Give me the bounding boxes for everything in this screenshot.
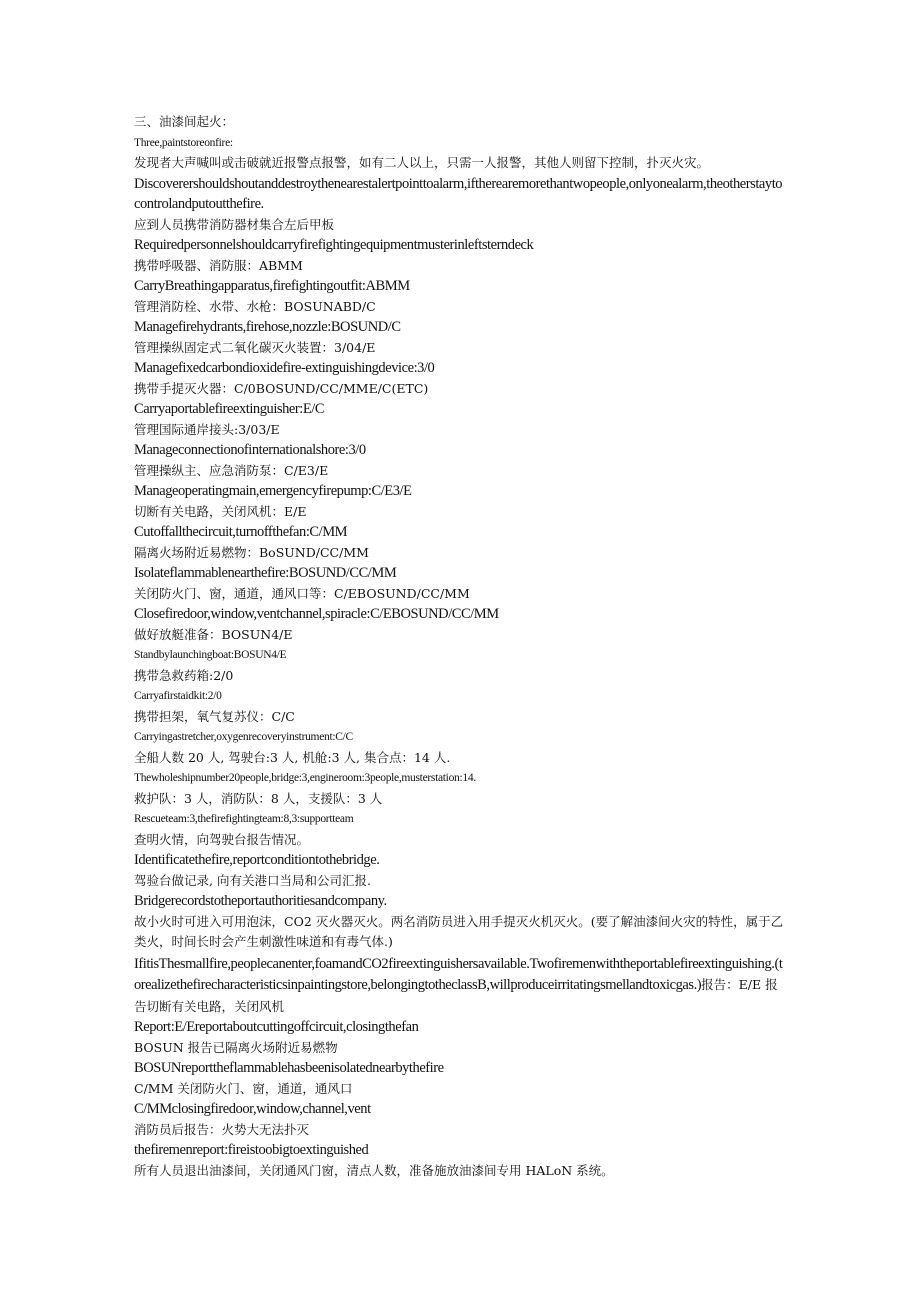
text-line-cn: 故小火时可进入可用泡沫，CO2 灭火器灭火。两名消防员进入用手提灭火机灭火。(要了解油漆间火灾的特性，属于乙类火，时间长时会产生刺激性味道和有毒气体.): [134, 913, 784, 949]
text-line-en: Isolateflammablenearthefire:BOSUND/CC/MM: [134, 565, 397, 581]
text-line-cn: 关闭防火门、窗，通道，通风口等：C/EBOSUND/CC/MM: [134, 585, 470, 601]
text-line-cn: 隔离火场附近易燃物：BoSUND/CC/MM: [134, 544, 369, 560]
text-line-cn: C/MM 关闭防火门、窗，通道，通风口: [134, 1080, 353, 1096]
text-line-cn: 管理国际通岸接头:3/03/E: [134, 421, 280, 437]
text-line-en: BOSUNreporttheflammablehasbeenisolatednearbythefire: [134, 1060, 444, 1076]
mixed-paragraph-cn: 报告：E/E 报告切断有关电路，关闭风机: [134, 977, 778, 1014]
text-line-cn: 管理操纵主、应急消防泵：C/E3/E: [134, 462, 329, 478]
text-line-cn: 携带担架，氧气复苏仪：C/C: [134, 708, 295, 724]
text-line-cn: 全船人数 20 人, 驾驶台:3 人, 机舱:3 人, 集合点：14 人.: [134, 749, 451, 765]
text-line-cn: 救护队：3 人，消防队：8 人，支援队：3 人: [134, 790, 383, 806]
text-line-cn: 发现者大声喊叫或击破就近报警点报警，如有二人以上，只需一人报警，其他人则留下控制，扑灭火灾。: [134, 155, 710, 170]
text-line-cn: 查明火情，向驾驶台报告情况。: [134, 831, 310, 847]
section-heading-cn: 三、油漆间起火：: [134, 114, 235, 129]
text-line-en: Thewholeshipnumber20people,bridge:3,engineroom:3people,musterstation:14.: [134, 772, 476, 784]
section-heading-en: Three,paintstoreonfire:: [134, 136, 233, 149]
text-line-cn: 携带手提灭火器：C/0BOSUND/CC/MME/C(ETC): [134, 380, 429, 396]
text-line-cn: 切断有关电路，关闭风机：E/E: [134, 503, 307, 519]
text-line-en: Manageconnectionofinternationalshore:3/0: [134, 442, 366, 458]
text-line-cn: 消防员后报告：火势大无法扑灭: [134, 1121, 310, 1137]
text-line-cn: 携带呼吸器、消防服：ABMM: [134, 257, 303, 273]
text-line-en: Discoverershouldshoutanddestroythenearestalertpointtoalarm,iftherearemorethantwopeople,onlyonealarm,theotherstaytocontrolandputoutthefire.: [134, 175, 783, 212]
text-line-en: Carryafirstaidkit:2/0: [134, 690, 222, 702]
mixed-paragraph-en: IfitisThesmallfire,peoplecanenter,foamandCO2fireextinguishersavailable.Twofiremenwiththeportablefireextinguishing.(torealizethefirecharacteristicsinpaintingstore,belongingtotheclassB,willproduceirritatingsmellandtoxicgas.): [134, 955, 783, 993]
text-line-cn: 管理消防栓、水带、水枪：BOSUNABD/C: [134, 298, 376, 314]
text-line-en: Report:E/Ereportaboutcuttingoffcircuit,closingthefan: [134, 1019, 419, 1035]
text-line-en: Manageoperatingmain,emergencyfirepump:C/E3/E: [134, 483, 412, 499]
text-line-en: Managefirehydrants,firehose,nozzle:BOSUND/C: [134, 319, 401, 335]
text-line-cn: 应到人员携带消防器材集合左后甲板: [134, 216, 335, 232]
document-body: [134, 112, 784, 1181]
text-line-en: thefiremenreport:fireistoobigtoextinguished: [134, 1142, 369, 1158]
text-line-en: CarryBreathingapparatus,firefightingoutfit:ABMM: [134, 278, 410, 294]
text-line-cn: 做好放艇准备：BOSUN4/E: [134, 626, 293, 642]
text-line-en: Managefixedcarbondioxidefire-extinguishingdevice:3/0: [134, 360, 435, 376]
text-line-en: Carryingastretcher,oxygenrecoveryinstrument:C/C: [134, 731, 353, 743]
text-line-cn: BOSUN 报告已隔离火场附近易燃物: [134, 1039, 338, 1055]
text-line-cn: 携带急救药箱:2/0: [134, 667, 234, 683]
mixed-paragraph: [134, 953, 784, 1018]
text-line-en: Closefiredoor,window,ventchannel,spiracle:C/EBOSUND/CC/MM: [134, 606, 499, 622]
text-line-en: Carryaportablefireextinguisher:E/C: [134, 401, 325, 417]
text-line-cn: 管理操纵固定式二氧化碳灭火装置：3/04/E: [134, 339, 376, 355]
text-line-en: Bridgerecordstotheportauthoritiesandcompany.: [134, 893, 387, 909]
text-line-cn: 所有人员退出油漆间，关闭通风门窗，清点人数，准备施放油漆间专用 HALoN 系统。: [134, 1162, 614, 1178]
text-line-en: Identificatethefire,reportconditiontothebridge.: [134, 852, 380, 868]
text-line-en: Standbylaunchingboat:BOSUN4/E: [134, 649, 287, 661]
text-line-en: C/MMclosingfiredoor,window,channel,vent: [134, 1101, 371, 1117]
text-line-en: Rescueteam:3,thefirefightingteam:8,3:supportteam: [134, 813, 354, 825]
text-line-en: Cutoffallthecircuit,turnoffthefan:C/MM: [134, 524, 348, 540]
text-line-en: Requiredpersonnelshouldcarryfirefightingequipmentmusterinleftsterndeck: [134, 237, 534, 253]
text-line-cn: 驾验台做记录, 向有关港口当局和公司汇报.: [134, 872, 371, 888]
